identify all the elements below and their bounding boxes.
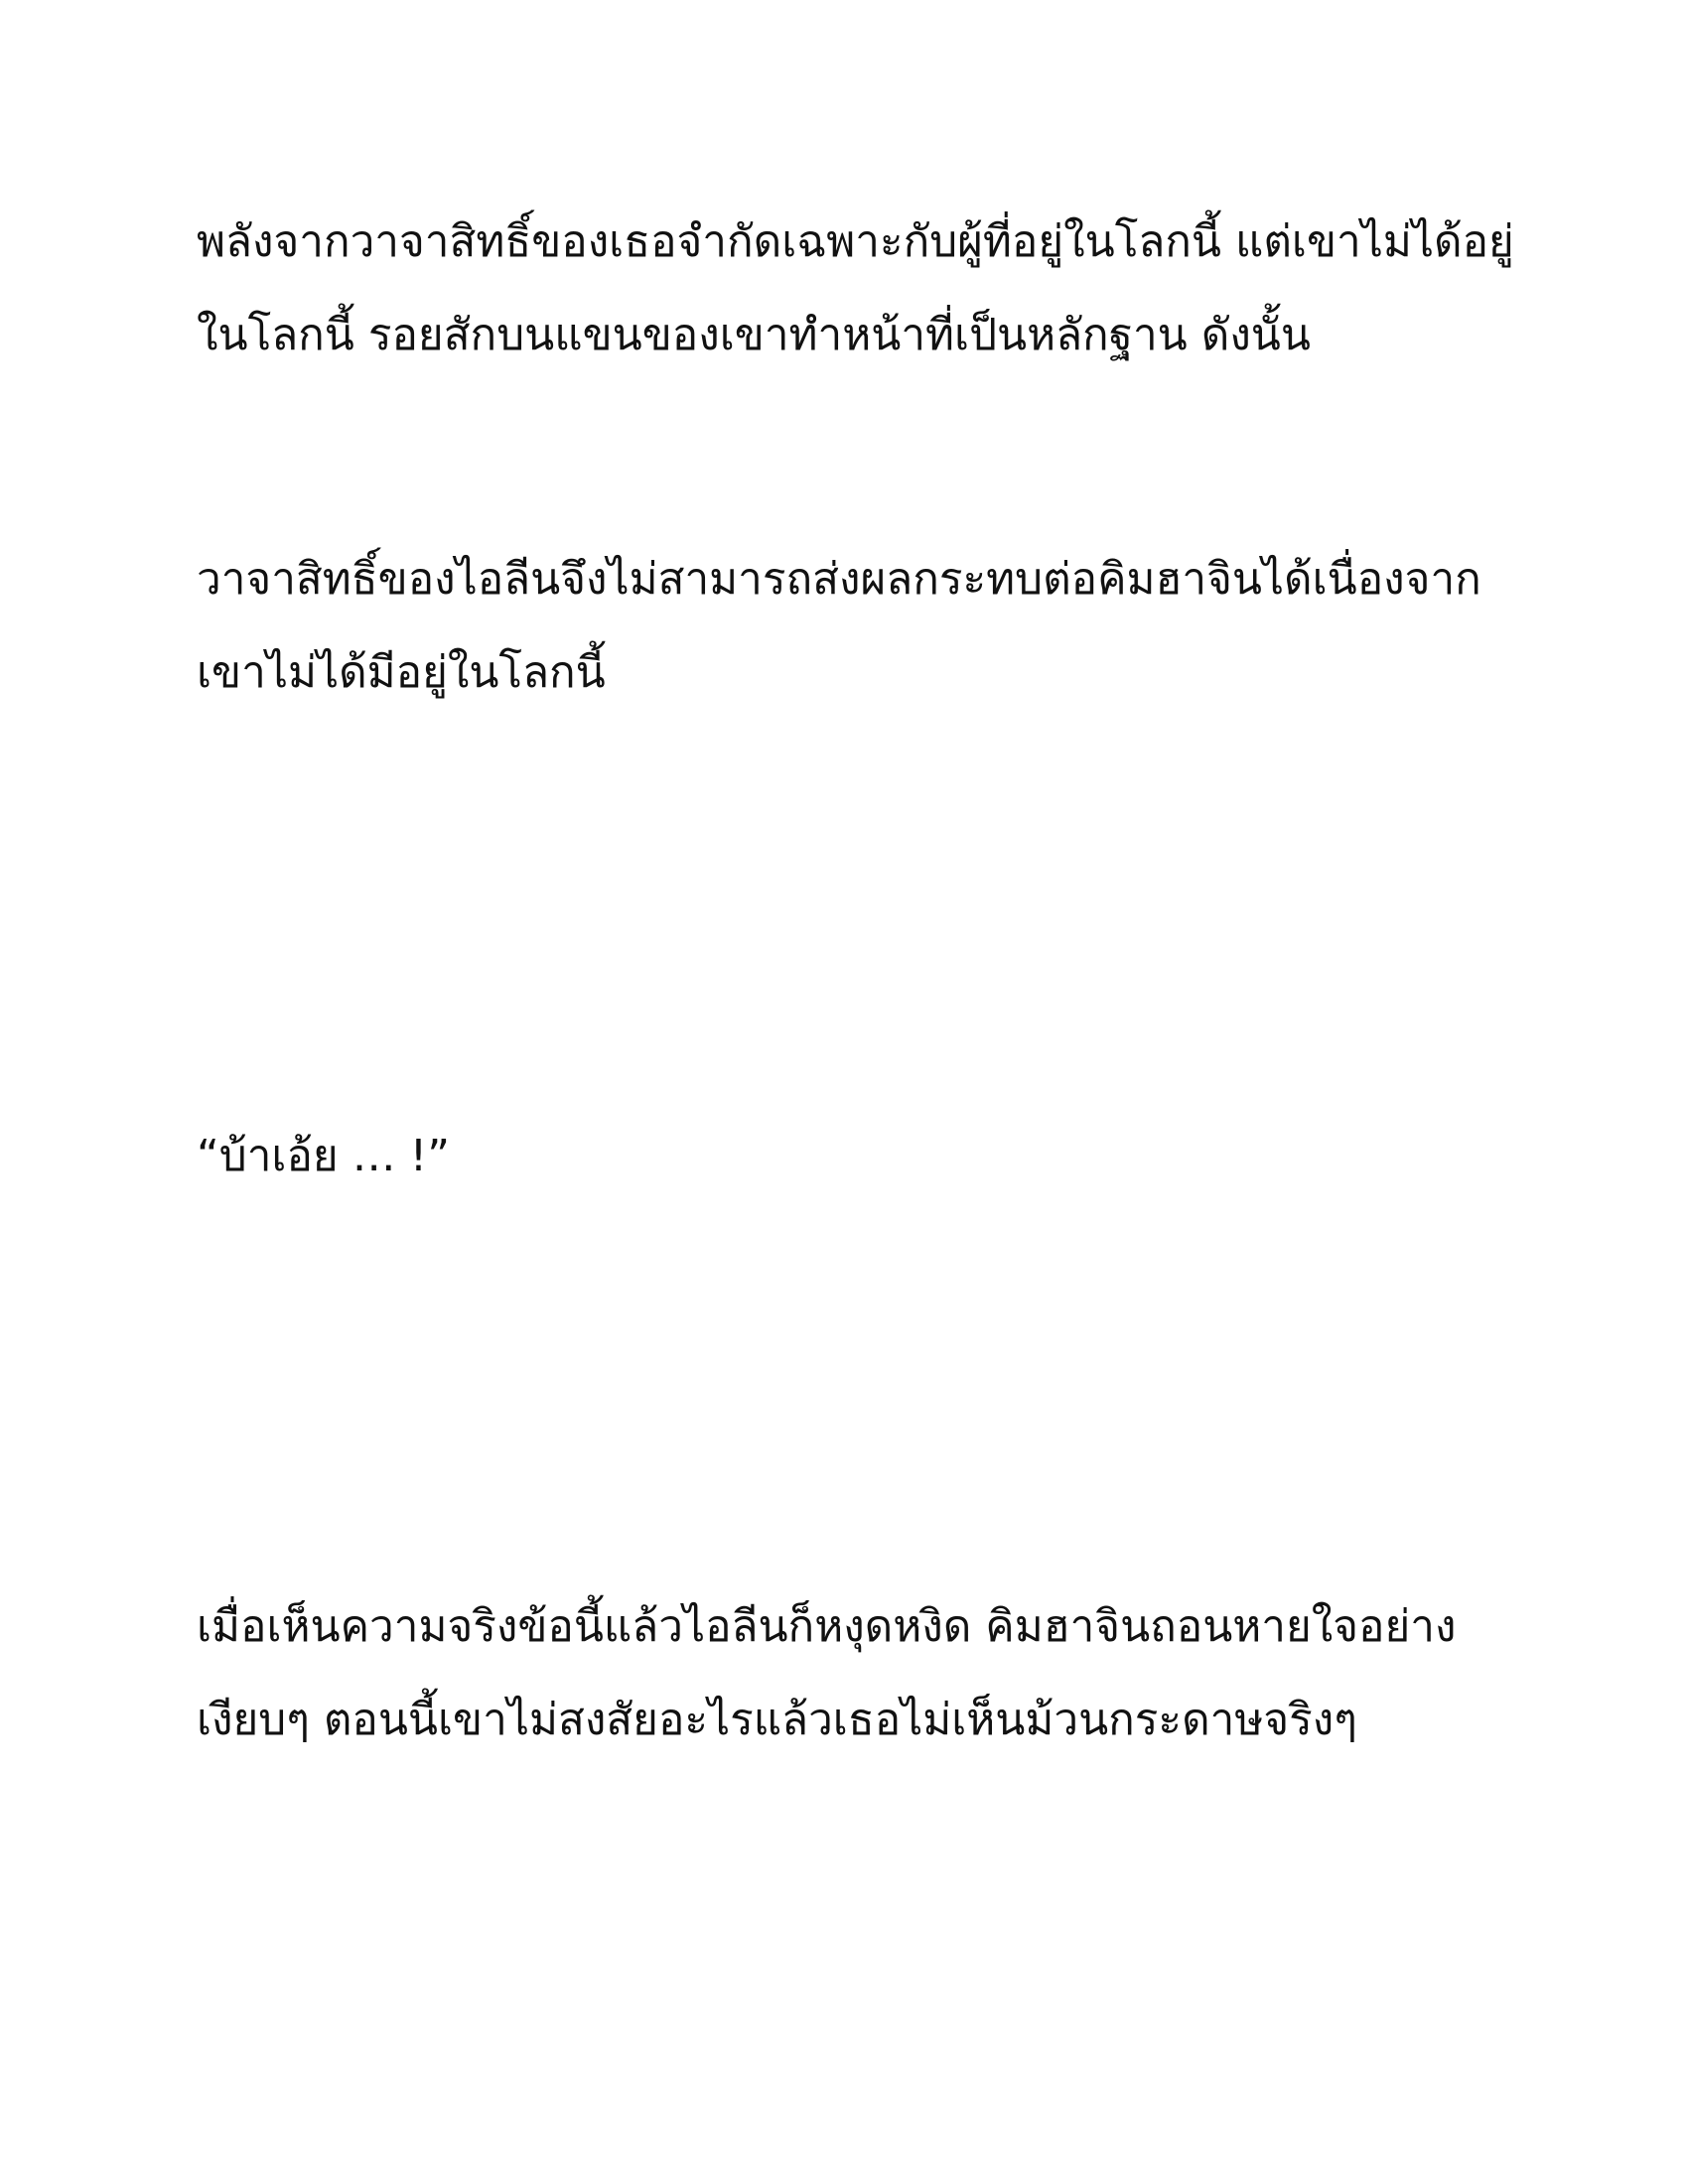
text-line: เมื่อเห็นความจริงข้อนี้แล้วไอลีนก็หงุดหงิด คิมฮาจินถอนหายใจอย่าง bbox=[197, 1601, 1457, 1652]
text-line: “บ้าเอ้ย … !” bbox=[197, 1131, 451, 1181]
text-line: เงียบๆ ตอนนี้เขาไม่สงสัยอะไรแล้วเธอไม่เห็นม้วนกระดาษจริงๆ bbox=[197, 1695, 1357, 1745]
dialogue-line bbox=[197, 1110, 1517, 1203]
text-line: ในโลกนี้ รอยสักบนแขนของเขาทำหน้าที่เป็นหลักฐาน ดังนั้น bbox=[197, 310, 1311, 360]
paragraph-2 bbox=[197, 533, 1517, 720]
text-line: เขาไม่ได้มีอยู่ในโลกนี้ bbox=[197, 647, 606, 698]
text-line: พลังจากวาจาสิทธิ์ของเธอจำกัดเฉพาะกับผู้ที่อยู่ในโลกนี้ แต่เขาไม่ได้อยู่ bbox=[197, 216, 1514, 267]
paragraph-1 bbox=[197, 196, 1517, 382]
paragraph-4 bbox=[197, 1580, 1517, 1767]
text-line: วาจาสิทธิ์ของไอลีนจึงไม่สามารถส่งผลกระทบต่อคิมฮาจินได้เนื่องจาก bbox=[197, 554, 1481, 605]
